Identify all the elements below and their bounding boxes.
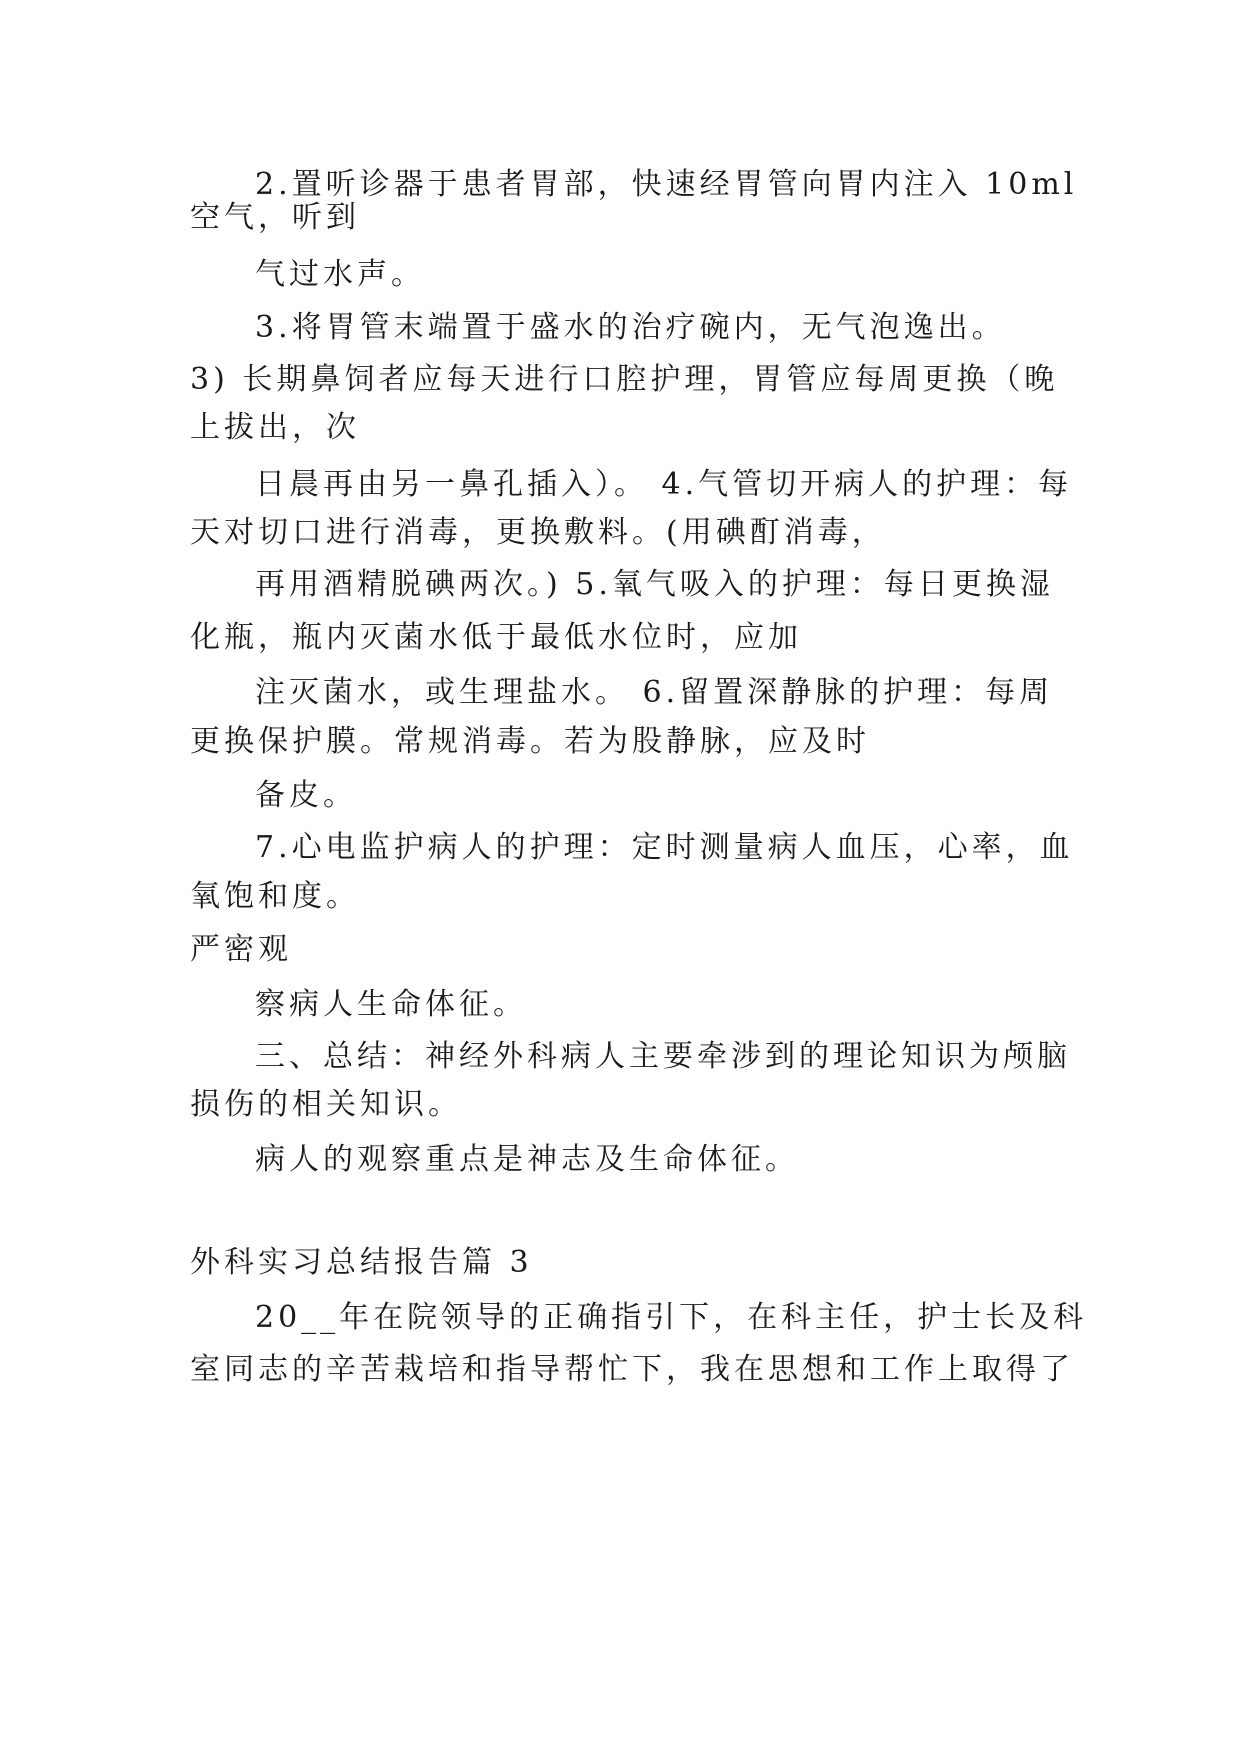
paragraph-line: 再用酒精脱碘两次。) 5.氧气吸入的护理：每日更换湿 xyxy=(255,567,1054,602)
paragraph-line: 7.心电监护病人的护理：定时测量病人血压，心率，血 xyxy=(255,830,1074,865)
paragraph-line: 严密观 xyxy=(190,932,292,967)
paragraph-line: 空气，听到 xyxy=(190,200,360,235)
paragraph-line: 室同志的辛苦栽培和指导帮忙下，我在思想和工作上取得了 xyxy=(190,1352,1074,1387)
paragraph-line: 三、总结：神经外科病人主要牵涉到的理论知识为颅脑 xyxy=(255,1039,1071,1074)
paragraph-line: 3.将胃管末端置于盛水的治疗碗内，无气泡逸出。 xyxy=(255,310,1006,345)
paragraph-line: 更换保护膜。常规消毒。若为股静脉，应及时 xyxy=(190,724,870,759)
paragraph-line: 病人的观察重点是神志及生命体征。 xyxy=(255,1142,799,1177)
paragraph-line: 天对切口进行消毒，更换敷料。(用碘酊消毒， xyxy=(190,515,886,550)
paragraph-line: 察病人生命体征。 xyxy=(255,987,527,1022)
paragraph-line: 氧饱和度。 xyxy=(190,879,360,914)
paragraph-line: 3) 长期鼻饲者应每天进行口腔护理，胃管应每周更换（晚 xyxy=(190,362,1059,397)
section-heading: 外科实习总结报告篇 3 xyxy=(190,1245,533,1280)
paragraph-line: 上拔出，次 xyxy=(190,410,360,445)
paragraph-line: 日晨再由另一鼻孔插入）。 4.气管切开病人的护理：每 xyxy=(255,467,1073,502)
paragraph-line: 注灭菌水，或生理盐水。 6.留置深静脉的护理：每周 xyxy=(255,675,1054,710)
paragraph-line: 20__年在院领导的正确指引下，在科主任，护士长及科 xyxy=(255,1300,1088,1335)
paragraph-line: 损伤的相关知识。 xyxy=(190,1087,462,1122)
paragraph-line: 气过水声。 xyxy=(255,257,425,292)
paragraph-line: 化瓶，瓶内灭菌水低于最低水位时，应加 xyxy=(190,620,802,655)
paragraph-line: 备皮。 xyxy=(255,778,357,813)
paragraph-line: 2.置听诊器于患者胃部，快速经胃管向胃内注入 10ml xyxy=(255,167,1078,202)
